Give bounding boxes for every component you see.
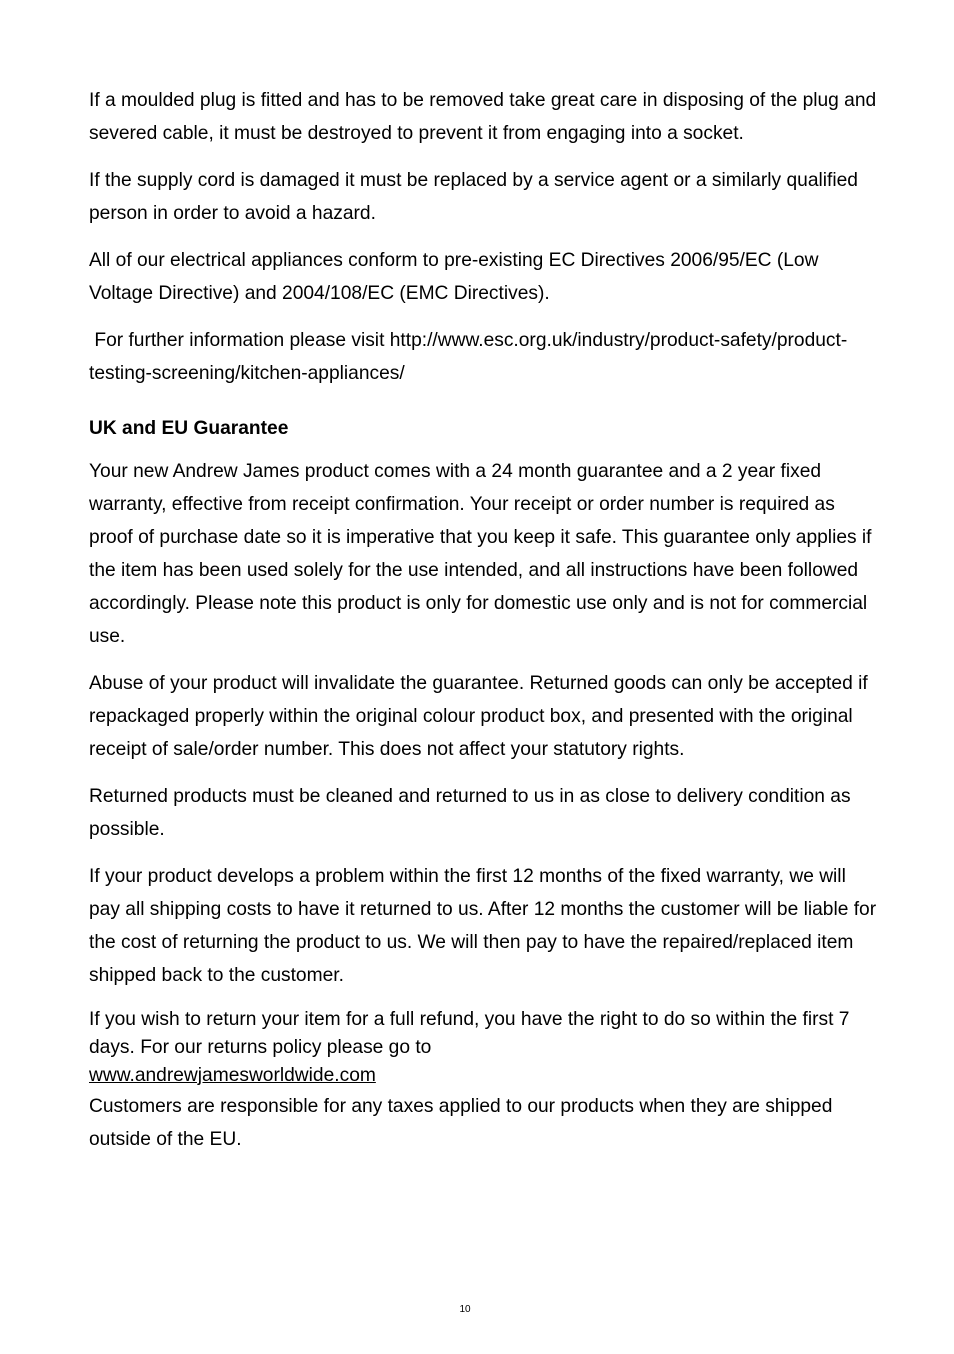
- returns-policy-link[interactable]: www.andrewjamesworldwide.com: [89, 1065, 376, 1086]
- refund-text: If you wish to return your item for a full refund, you have the right to do so within the first 7 days. For our returns policy please go to: [89, 1009, 850, 1058]
- paragraph-further-information: For further information please visit http://www.esc.org.uk/industry/product-safety/product-testing-screening/kitchen-appliances/: [89, 330, 848, 384]
- paragraph-abuse: Abuse of your product will invalidate the guarantee. Returned goods can only be accepted if repackaged properly within the original colour product box, and presented with the original receipt of sale/order number. This does not affect your statutory rights.: [89, 673, 868, 760]
- paragraph-supply-cord: If the supply cord is damaged it must be replaced by a service agent or a similarly qualified person in order to avoid a hazard.: [89, 170, 858, 224]
- page-number: 10: [459, 1304, 471, 1315]
- document-page: [89, 84, 879, 1170]
- guarantee-heading: UK and EU Guarantee: [89, 418, 289, 439]
- paragraph-shipping-costs: If your product develops a problem within the first 12 months of the fixed warranty, we will pay all shipping costs to have it returned to us. After 12 months the customer will be liable for the cost of returning the product to us. We will then pay to have the repaired/replaced item shipped back to the customer.: [89, 866, 877, 986]
- paragraph-refund: [89, 1006, 879, 1156]
- paragraph-ec-directives: All of our electrical appliances conform to pre-existing EC Directives 2006/95/EC (Low Voltage Directive) and 2004/108/EC (EMC Directives).: [89, 250, 819, 304]
- paragraph-guarantee-terms: Your new Andrew James product comes with a 24 month guarantee and a 2 year fixed warranty, effective from receipt confirmation. Your receipt or order number is required as proof of purchase date so it is imperative that you keep it safe. This guarantee only applies if the item has been used solely for the use intended, and all instructions have been followed accordingly. Please note this product is only for domestic use only and is not for commercial use.: [89, 461, 872, 647]
- paragraph-returned-products: Returned products must be cleaned and returned to us in as close to delivery condition as possible.: [89, 786, 851, 840]
- taxes-text: Customers are responsible for any taxes applied to our products when they are shipped outside of the EU.: [89, 1096, 833, 1150]
- paragraph-moulded-plug: If a moulded plug is fitted and has to be removed take great care in disposing of the plug and severed cable, it must be destroyed to prevent it from engaging into a socket.: [89, 90, 877, 144]
